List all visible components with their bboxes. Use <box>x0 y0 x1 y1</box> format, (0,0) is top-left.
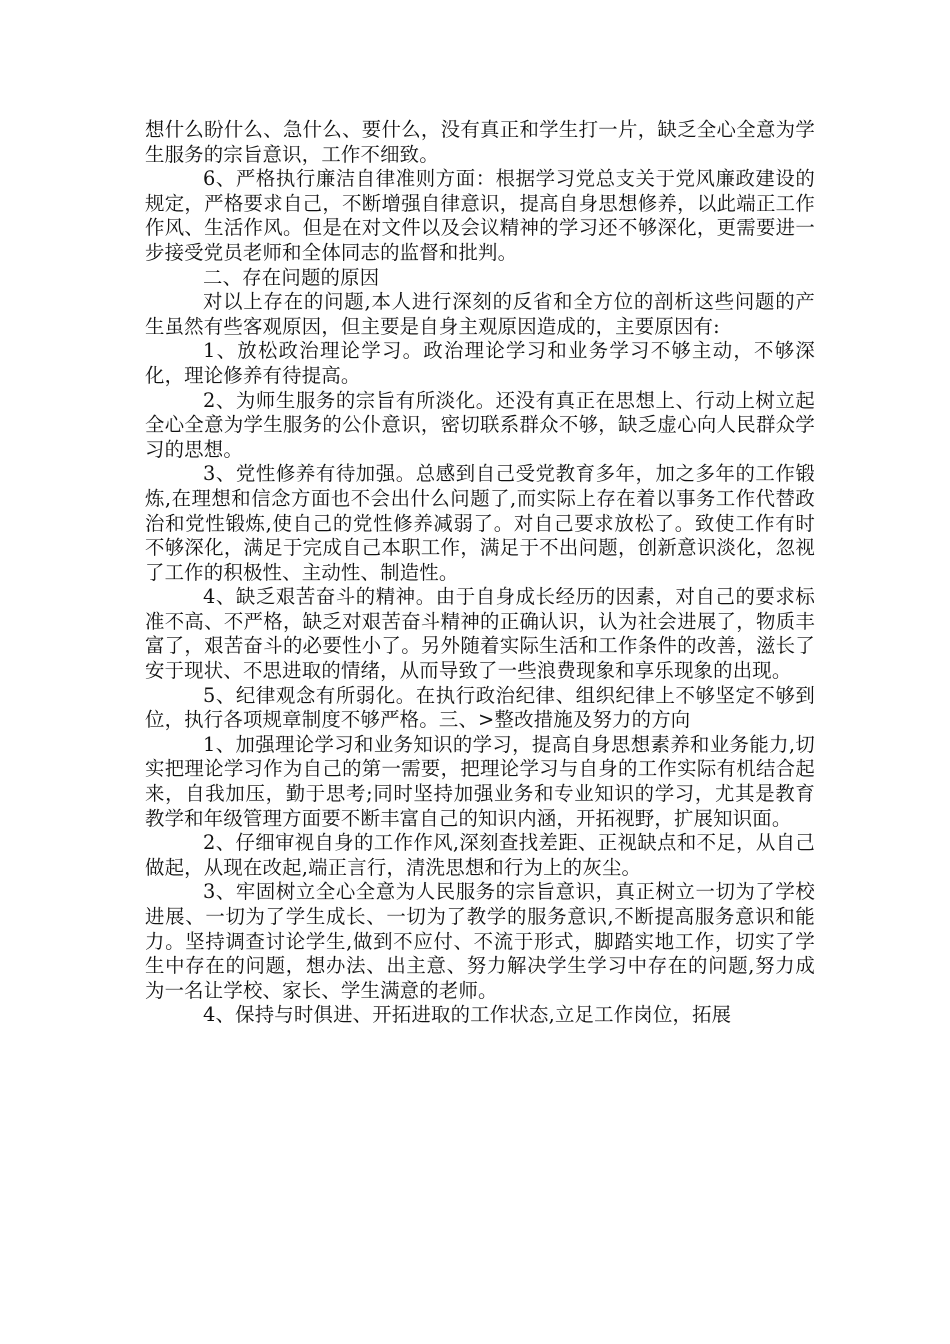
paragraph-item-6: 6、严格执行廉洁自律准则方面：根据学习党总支关于党风廉政建设的规定，严格要求自己，不断增强自律意识，提高自身思想修养，以此端正工作作风、生活作风。但是在对文件以及会议精神的学习还不够深化，更需要进一步接受党员老师和全体同志的监督和批判。 <box>145 167 815 264</box>
paragraph-cause-5: 5、纪律观念有所弱化。在执行政治纪律、组织纪律上不够坚定不够到位，执行各项规章制度不够严格。三、>整改措施及努力的方向 <box>145 683 815 732</box>
paragraph-continuation: 想什么盼什么、急什么、要什么，没有真正和学生打一片，缺乏全心全意为学生服务的宗旨意识，工作不细致。 <box>145 118 815 166</box>
paragraph-cause-2: 2、为师生服务的宗旨有所淡化。还没有真正在思想上、行动上树立起全心全意为学生服务的公仆意识，密切联系群众不够，缺乏虚心向人民群众学习的思想。 <box>145 388 815 461</box>
document-page <box>145 118 815 1028</box>
paragraph-causes-intro: 对以上存在的问题,本人进行深刻的反省和全方位的剖析这些问题的产生虽然有些客观原因，但主要是自身主观原因造成的，主要原因有: <box>145 290 815 338</box>
section-heading-causes: 二、存在问题的原因 <box>203 265 380 289</box>
paragraph-cause-3: 3、党性修养有待加强。总感到自己受党教育多年，加之多年的工作锻炼,在理想和信念方面也不会出什么问题了,而实际上存在着以事务工作代替政治和党性锻炼,使自己的党性修养减弱了。对自己要求放松了。致使工作有时不够深化，满足于完成自己本职工作，满足于不出问题，创新意识淡化，忽视了工作的积极性、主动性、制造性。 <box>145 462 815 584</box>
paragraph-cause-4: 4、缺乏艰苦奋斗的精神。由于自身成长经历的因素，对自己的要求标准不高、不严格，缺乏对艰苦奋斗精神的正确认识，认为社会进展了，物质丰富了，艰苦奋斗的必要性小了。另外随着实际生活和工作条件的改善，滋长了安于现状、不思进取的情绪，从而导致了一些浪费现象和享乐现象的出现。 <box>145 585 815 683</box>
paragraph-measure-2: 2、仔细审视自身的工作作风,深刻查找差距、正视缺点和不足，从自己做起，从现在改起,端正言行，清洗思想和行为上的灰尘。 <box>145 831 815 879</box>
paragraph-measure-4: 4、保持与时俱进、开拓进取的工作状态,立足工作岗位，拓展 <box>203 1003 732 1027</box>
paragraph-measure-1: 1、加强理论学习和业务知识的学习，提高自身思想素养和业务能力,切实把理论学习作为自己的第一需要，把理论学习与自身的工作实际有机结合起来，自我加压，勤于思考;同时坚持加强业务和专业知识的学习，尤其是教育教学和年级管理方面要不断丰富自己的知识内涵，开拓视野，扩展知识面。 <box>145 732 815 830</box>
paragraph-measure-3: 3、牢固树立全心全意为人民服务的宗旨意识，真正树立一切为了学校进展、一切为了学生成长、一切为了教学的服务意识,不断提高服务意识和能力。坚持调查讨论学生,做到不应付、不流于形式，脚踏实地工作，切实了学生中存在的问题，想办法、出主意、努力解决学生学习中存在的问题,努力成为一名让学校、家长、学生满意的老师。 <box>145 880 815 1002</box>
paragraph-cause-1: 1、放松政治理论学习。政治理论学习和业务学习不够主动，不够深化，理论修养有待提高。 <box>145 339 815 387</box>
